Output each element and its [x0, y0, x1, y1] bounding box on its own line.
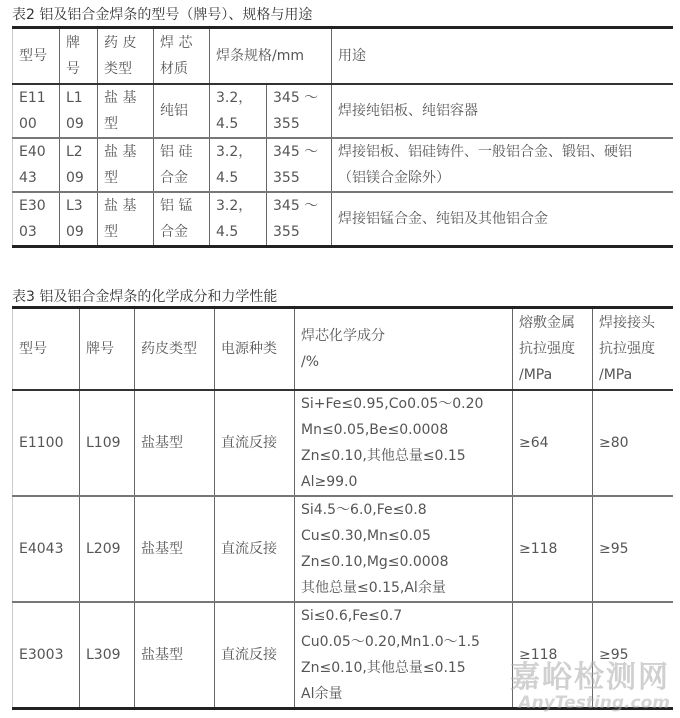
cell-chem: Si4.5～6.0,Fe≤0.8 Cu≤0.30,Mn≤0.05 Zn≤0.10,Mg≤0.0008 其他总量≤0.15,Al余量	[295, 496, 513, 602]
header-joint-strength: 焊接接头 抗拉强度 /MPa	[593, 308, 673, 391]
table-row	[13, 602, 673, 709]
cell-diameter: 3.2， 4.5	[210, 84, 267, 138]
cell-coating: 盐 基 型	[98, 192, 154, 247]
header-use: 用途	[332, 28, 673, 85]
cell-diameter: 3.2， 4.5	[210, 192, 267, 247]
header-core: 焊 芯 材质	[154, 28, 210, 85]
table3-chemical-mechanical	[12, 306, 673, 713]
cell-model: E3003	[13, 602, 80, 709]
table-row	[13, 192, 673, 247]
cell-grade: L3 09	[60, 192, 98, 247]
cell-coating: 盐 基 型	[98, 138, 154, 192]
cell-coating: 盐基型	[135, 602, 215, 709]
cell-use: 焊接铝板、铝硅铸件、一般铝合金、锻铝、硬铝 （铝镁合金除外）	[332, 138, 673, 192]
table-row	[13, 138, 673, 192]
cell-diameter: 3.2， 4.5	[210, 138, 267, 192]
cell-grade: L1 09	[60, 84, 98, 138]
cell-deposit-strength: ≥64	[513, 390, 593, 496]
header-power: 电源种类	[215, 308, 295, 391]
cell-grade: L109	[80, 390, 135, 496]
cell-grade: L2 09	[60, 138, 98, 192]
cell-model: E11 00	[13, 84, 60, 138]
cell-power: 直流反接	[215, 602, 295, 709]
cell-length: 345 ～ 355	[267, 192, 332, 247]
cell-coating: 盐基型	[135, 496, 215, 602]
watermark-en: AnyTesting.com	[518, 693, 670, 713]
table2-header-row	[13, 28, 673, 85]
header-coating: 药 皮 类型	[98, 28, 154, 85]
cell-joint-strength: ≥95	[593, 602, 673, 709]
cell-coating: 盐 基 型	[98, 84, 154, 138]
cell-length: 345 ～ 355	[267, 84, 332, 138]
cell-core: 铝 锰 合金	[154, 192, 210, 247]
header-grade: 牌号	[80, 308, 135, 391]
header-chem: 焊芯化学成分 /%	[295, 308, 513, 391]
header-model: 型号	[13, 28, 60, 85]
table2-electrode-models	[12, 26, 673, 248]
table2-caption: 表2 铝及铝合金焊条的型号（牌号）、规格与用途	[12, 7, 313, 23]
table3-header-row	[13, 308, 673, 391]
header-spec: 焊条规格/mm	[210, 28, 332, 85]
cell-coating: 盐基型	[135, 390, 215, 496]
cell-chem: Si≤0.6,Fe≤0.7 Cu0.05～0.20,Mn1.0～1.5 Zn≤0.10,其他总量≤0.15 Al余量	[295, 602, 513, 709]
cell-core: 纯铝	[154, 84, 210, 138]
cell-model: E1100	[13, 390, 80, 496]
cell-chem: Si+Fe≤0.95,Co0.05～0.20 Mn≤0.05,Be≤0.0008 Zn≤0.10,其他总量≤0.15 Al≥99.0	[295, 390, 513, 496]
cell-use: 焊接纯铝板、纯铝容器	[332, 84, 673, 138]
header-grade: 牌 号	[60, 28, 98, 85]
cell-deposit-strength: ≥118	[513, 496, 593, 602]
cell-grade: L309	[80, 602, 135, 709]
header-coating: 药皮类型	[135, 308, 215, 391]
cell-model: E4043	[13, 496, 80, 602]
cell-power: 直流反接	[215, 496, 295, 602]
cell-deposit-strength: ≥118	[513, 602, 593, 709]
cell-core: 铝 硅 合金	[154, 138, 210, 192]
cell-model: E30 03	[13, 192, 60, 247]
cell-length: 345 ～ 355	[267, 138, 332, 192]
cell-power: 直流反接	[215, 390, 295, 496]
cell-use: 焊接铝锰合金、纯铝及其他铝合金	[332, 192, 673, 247]
table3-caption: 表3 铝及铝合金焊条的化学成分和力学性能	[12, 289, 278, 305]
header-model: 型号	[13, 308, 80, 391]
table-row	[13, 496, 673, 602]
cell-model: E40 43	[13, 138, 60, 192]
cell-grade: L209	[80, 496, 135, 602]
table-row	[13, 84, 673, 138]
header-deposit-strength: 熔敷金属 抗拉强度 /MPa	[513, 308, 593, 391]
table-row	[13, 390, 673, 496]
cell-joint-strength: ≥95	[593, 496, 673, 602]
watermark-cn: 嘉峪检测网	[510, 660, 670, 695]
cell-joint-strength: ≥80	[593, 390, 673, 496]
